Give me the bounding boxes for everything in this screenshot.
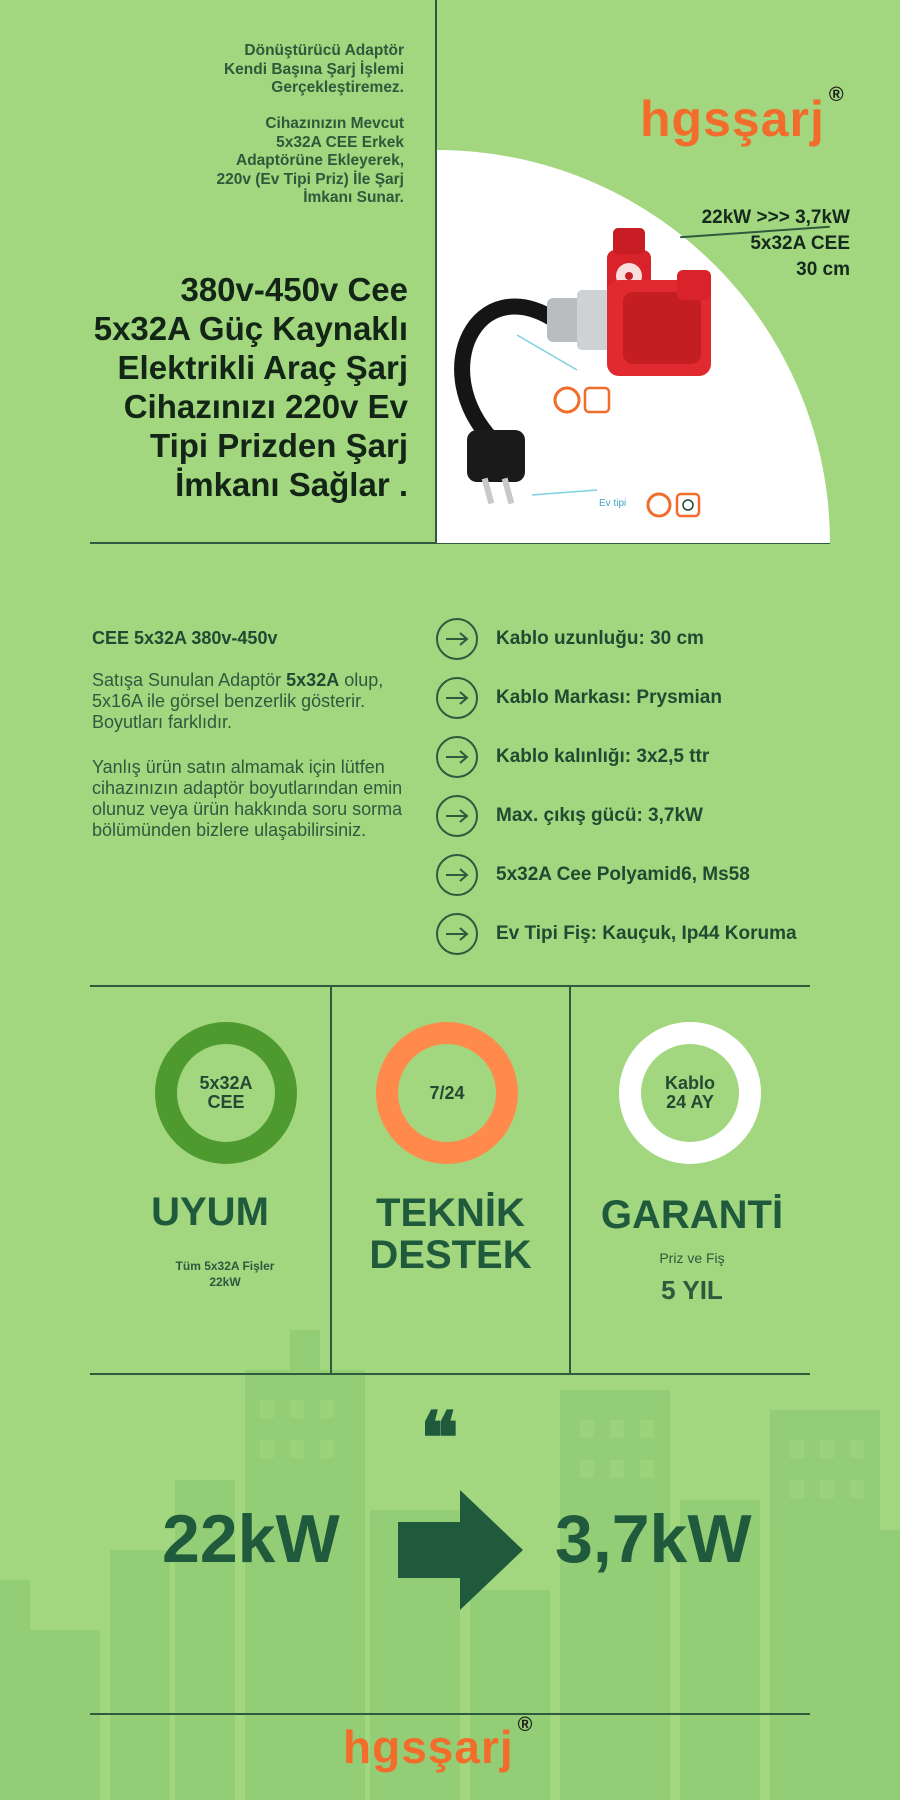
headline-line: 380v-450v Cee <box>180 271 408 308</box>
feature-item-cable-thickness <box>436 734 709 780</box>
title-line: DESTEK <box>369 1233 532 1277</box>
arrow-right-icon <box>436 618 478 660</box>
para1-bold: 5x32A <box>286 670 340 690</box>
feature-label: 5x32A Cee Polyamid6, Ms58 <box>496 864 750 885</box>
ring-text: 7/24 <box>429 1082 465 1103</box>
headline-line: İmkanı Sağlar . <box>175 466 408 503</box>
intro-note-1-line: Kendi Başına Şarj İşlemi <box>223 60 404 78</box>
arrow-right-icon <box>436 795 478 837</box>
title-teknik-destek <box>332 1192 569 1276</box>
brand-logo-text: hgsşarj <box>640 91 825 147</box>
garanti-note: Priz ve Fiş <box>659 1250 725 1266</box>
main-headline <box>40 270 408 504</box>
arrow-right-icon <box>436 677 478 719</box>
feature-label: Ev Tipi Fiş: Kauçuk, Ip44 Koruma <box>496 923 797 944</box>
ring-compatibility <box>155 1022 297 1164</box>
spec-line-connector: 5x32A CEE <box>750 233 850 254</box>
registered-mark: ® <box>828 84 845 106</box>
arrow-right-icon <box>436 913 478 955</box>
uyum-notes <box>140 1258 310 1290</box>
rings-divider-2 <box>569 986 571 1374</box>
ring-text: 24 AY <box>666 1092 714 1112</box>
arrow-right-icon <box>436 854 478 896</box>
badge-icons-top <box>555 388 609 412</box>
ring-warranty <box>619 1022 761 1164</box>
ring-text: CEE <box>207 1092 245 1112</box>
adapter-product-image <box>437 210 737 535</box>
intro-note-2-line: 5x32A CEE Erkek <box>276 133 404 151</box>
title-line: TEKNİK <box>376 1191 525 1235</box>
feature-label: Max. çıkış gücü: 3,7kW <box>496 805 703 826</box>
arrow-right-icon <box>436 736 478 778</box>
intro-note-2-line: Adaptörüne Ekleyerek, <box>236 152 404 169</box>
ring-support <box>376 1022 518 1164</box>
intro-note-1-line: Gerçekleştiremez. <box>271 79 404 96</box>
feature-item-cable-length <box>436 616 704 662</box>
details-subtitle: CEE 5x32A 380v-450v <box>92 628 278 648</box>
rings-bottom-divider <box>90 1373 810 1375</box>
intro-note-2 <box>150 115 404 208</box>
para1-suffix: olup, 5x16A ile görsel benzerlik gösterir. Boyutları farklıdır. <box>92 670 384 732</box>
ev-tipi-label: Ev tipi <box>599 498 627 509</box>
para1-prefix: Satışa Sunulan Adaptör <box>92 670 287 690</box>
ring-text: Kablo <box>664 1073 715 1093</box>
intro-note-1 <box>150 42 404 98</box>
quote-mark-icon: ❝ <box>420 1395 459 1480</box>
brand-logo-text: hgsşarj <box>343 1721 514 1773</box>
rings-top-divider <box>90 985 810 987</box>
feature-item-max-output <box>436 793 703 839</box>
feature-label: Kablo kalınlığı: 3x2,5 ttr <box>496 746 710 767</box>
brand-logo-bottom <box>343 1714 534 1774</box>
headline-line: 5x32A Güç Kaynaklı <box>93 310 408 347</box>
details-paragraph-1 <box>92 670 422 733</box>
headline-line: Elektrikli Araç Şarj <box>117 349 408 386</box>
badge-icons-bottom <box>648 494 699 516</box>
brand-logo-top <box>640 84 845 148</box>
headline-line: Tipi Prizden Şarj <box>150 427 408 464</box>
note-line: Tüm 5x32A Fişler <box>175 1259 275 1273</box>
feature-item-cable-brand <box>436 675 722 721</box>
intro-note-2-line: İmkanı Sunar. <box>303 189 404 206</box>
title-garanti: GARANTİ <box>600 1193 784 1237</box>
power-to-value: 3,7kW <box>555 1501 752 1577</box>
headline-line: Cihazınızı 220v Ev <box>123 388 408 425</box>
spec-line-length: 30 cm <box>796 259 850 280</box>
details-paragraph-2: Yanlış ürün satın almamak için lütfen cihazınızın adaptör boyutlarından emin olunuz veya ürün hakkında soru sorma bölümünden bizlere ulaşabilirsiniz. <box>92 757 403 840</box>
feature-label: Kablo Markası: Prysmian <box>496 687 722 708</box>
footer-divider <box>90 1713 810 1715</box>
title-uyum: UYUM <box>151 1190 269 1234</box>
feature-item-cee-material <box>436 852 750 898</box>
registered-mark: ® <box>517 1714 534 1736</box>
arrow-right-big-icon <box>398 1490 523 1610</box>
intro-note-2-line: Cihazınızın Mevcut <box>265 115 404 132</box>
feature-item-plug-type <box>436 911 797 957</box>
note-line: 22kW <box>209 1275 241 1289</box>
garanti-years: 5 YIL <box>661 1275 723 1305</box>
feature-label: Kablo uzunluğu: 30 cm <box>496 628 704 649</box>
rings-divider-1 <box>330 986 332 1374</box>
power-from-value: 22kW <box>162 1501 340 1577</box>
ring-text: 5x32A <box>199 1073 253 1093</box>
spec-line-power: 22kW >>> 3,7kW <box>701 207 850 228</box>
intro-note-2-line: 220v (Ev Tipi Priz) İle Şarj <box>216 170 404 188</box>
intro-note-1-line: Dönüştürücü Adaptör <box>244 42 404 59</box>
